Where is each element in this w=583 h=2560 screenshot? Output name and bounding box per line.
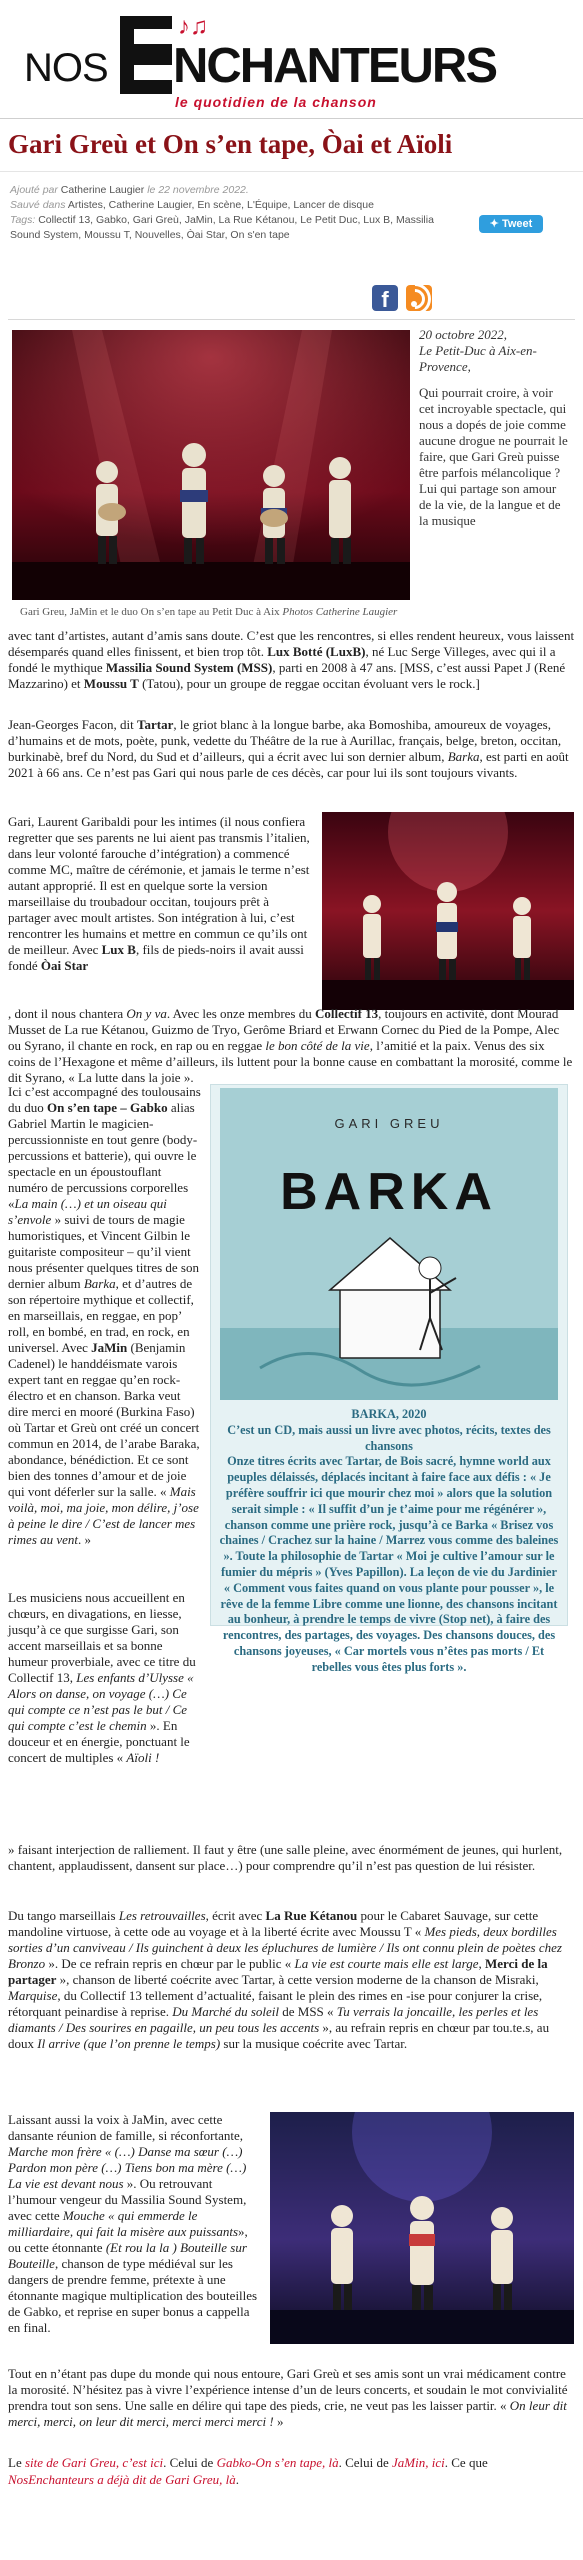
album-subheading: C’est un CD, mais aussi un livre avec photos, récits, textes des chansons <box>227 1422 551 1453</box>
tweet-button[interactable]: ✦ Tweet <box>479 215 543 233</box>
logo-enchanteurs: NCHANTEURS <box>173 39 496 93</box>
category-links[interactable]: Artistes, Catherine Laugier, En scène, L'Équipe, Lancer de disque <box>67 199 374 211</box>
link-site-jamin[interactable]: JaMin, ici <box>392 2455 445 2470</box>
author-link[interactable]: Catherine Laugier <box>60 184 145 196</box>
side-intro <box>419 327 571 529</box>
article-title: Gari Greù et On s’en tape, Òai et Aïoli <box>8 129 453 159</box>
music-notes-icon: ♪♫ <box>178 14 208 40</box>
album-body: Onze titres écrits avec Tartar, de Bois sacré, hymne world aux peuples délaissés, déplacés incitant à faire face aux défis : « Je préfère souffrir ici que mourir chez moi » alors que la solution serait simple : « Il suffit d’un je t’aime pour me régénérer », chanson comme une prière rock, jusqu’à ce Barka « Brisez vos chaines / Crachez sur la haine / Marrez vous comme des baleines ». Toute la philosophie de Tartar « Moi je cultive l’amour sur le fumier du mépris » (Yves Papillon). La leçon de vie du Jardinier « Comment vous faites quand on vous plante pour pousser », le rêve de la femme Libre comme une lionne, des chansons incitant au bonheur, à prendre le temps de vivre (Stop net), à faire des rencontres, des partages, des voyages. Des chansons douces, des chansons joyeuses, « Car mortels vous n’êtes pas morts / Et rebelles vous êtes plus forts ». <box>219 1454 559 1674</box>
meta-tags: Tags: Collectif 13, Gabko, Gari Greù, JaMin, La Rue Kétanou, Le Petit Duc, Lux B, Massilia Sound System, Moussu T, Nouvelles, Òai Star, On s'en tape <box>10 214 434 241</box>
link-site-gabko[interactable]: Gabko-On s’en tape, là <box>216 2455 339 2470</box>
logo-tagline: le quotidien de la chanson <box>175 94 377 110</box>
paragraph-4: Ici c’est accompagné des toulousains du duo On s’en tape – Gabko alias Gabriel Martin le magicien-percussionniste en tout genre (body-percussions et batterie), qui ouvre le spectacle en un époustouflant numéro de percussions corporelles «La main (…) et un oiseau qui s’envole » suivi de tours de magie humoristiques, et Vincent Gilbin le guitariste compositeur – qu’il vient nous présenter quelques titres de son dernier album Barka, et d’autres de son répertoire mythique et collectif, en marseillais, en reggae, en pop’ roll, en bombé, en trad, en rock, en universel. Avec JaMin (Benjamin Cadenel) le handdéismate varois expert tant en reggae qu’en rock-électro et en chanson. Barka veut dire merci en mooré (Burkina Faso) où Tartar et Greù ont créé un concert commun en 2014, de l’arabe Baraka, abondance, bénédiction. Et ce sont bien des tonnes d’amour et de joie qui vont déferler sur la salle. « Mais voilà, moi, ma joie, mon délire, j’ose à peine le dire / C’est de lancer mes rimes au vent. » <box>8 1084 201 1547</box>
event-date: 20 octobre 2022, <box>419 327 507 342</box>
event-place: Le Petit-Duc à Aix-en-Provence, <box>419 343 537 374</box>
paragraph-2: Jean-Georges Facon, dit Tartar, le griot blanc à la longue barbe, aka Bomoshiba, amoureux de voyages, d’humains et de mots, poète, punk, vedette du Théâtre de la rue à Aurillac, français, belge, breton, occitan, burkinabè, bref du Nord, du Sud et d’ailleurs, qui a écrit avec lui son dernier album, Barka, est parti en août 2021 à 66 ans. Ce n’est pas Gari qui nous parle de ces décès, car pour lui ils sont toujours vivants. <box>8 717 569 780</box>
photo-caption: Gari Greu, JaMin et le duo On s’en tape au Petit Duc à Aix Photos Catherine Laugier <box>20 606 398 618</box>
paragraph-5-cont: » faisant interjection de ralliement. Il faut y être (une salle pleine, avec énormément de jeunes, qui hurlent, chantent, applaudissent, dansent sur place…) pour comprendre qu’il n’est pas question de lui résister. <box>8 1842 563 1873</box>
paragraph-6: Du tango marseillais Les retrouvailles, écrit avec La Rue Kétanou pour le Cabaret Sauvage, sur cette mandoline virtuose, à cette ode au voyage et à la liberté écrite avec Moussu T « Mes pieds, deux bordilles sorties d’un canviveau / Ils guinchent à deux les épluchures de lumière / Ils ont connu plein de poètes chez Bronzo ». De ce refrain repris en chœur par le public « La vie est courte mais elle est large, Merci de la partager », chanson de liberté coécrite avec Tartar, à cette version moderne de la chanson de Misraki, Marquise, du Collectif 13 tellement d’actualité, faisant le plein des rimes en -ise pour conjurer la crise, rétorquant peinardise à reprise. Du Marché du soleil de MSS « Tu verrais la joncaille, les perles et les diamants / Des sourires en pagaille, un peu tous les accents », au refrain repris en chœur par tou.te.s, au doux Il arrive (que l’on prenne le temps) sur la musique coécrite avec Tartar. <box>8 1908 562 2051</box>
meta-author-line: Ajouté par Catherine Laugier le 22 novembre 2022. <box>10 184 249 196</box>
paragraph-8: Tout en n’étant pas dupe du monde qui nous entoure, Gari Greù et ses amis sont un vrai médicament contre la morosité. N’hésitez pas à vivre l’expérience intense d’un de leurs concerts, et soudain le mot convivialité prendra tout son sens. Une salle en délire qui tape des pieds, crie, ne veut pas les laisser partir. « On leur dit merci, merci, on leur dit merci, merci merci merci ! » <box>8 2366 568 2429</box>
tag-links[interactable]: Collectif 13, Gabko, Gari Greù, JaMin, La Rue Kétanou, Le Petit Duc, Lux B, Massilia Sound System, Moussu T, Nouvelles, Òai Star, On s'en tape <box>10 214 434 241</box>
divider <box>8 319 575 320</box>
paragraph-5: Les musiciens nous accueillent en chœurs, en divagations, en liesse, jusqu’à ce que surgisse Gari, son accent marseillais et sa bonne humeur proverbiale, avec ce titre du Collectif 13, Les enfants d’Ulysse « Alors on danse, on voyage (…) Ce qui compte ce n’est pas le but / Ce qui compte c’est le chemin ». En douceur et en énergie, ponctuant le concert de multiples « Aïoli ! <box>8 1590 196 1765</box>
link-nosenchanteurs[interactable]: NosEnchanteurs a déjà dit de Gari Greu, là <box>8 2472 236 2487</box>
album-box <box>210 1084 568 1674</box>
post-date: 22 novembre 2022. <box>158 184 249 196</box>
facebook-icon[interactable]: f <box>372 285 398 311</box>
rss-icon[interactable] <box>406 285 432 311</box>
album-description <box>219 1407 559 1676</box>
title-bar <box>0 118 583 172</box>
intro-text: Qui pourrait croire, à voir cet incroyable spectacle, qui nous a dopés de joie comme aucune drogue ne pourrait le faire, que Gari Greù puisse être parfois mélancolique ? Lui qui partage son amour de la vie, de la langue et de la musique <box>419 385 568 528</box>
link-site-gari[interactable]: site de Gari Greu, c’est ici <box>24 2455 164 2470</box>
concert-photo-2 <box>322 812 574 1010</box>
footer-links: Le site de Gari Greu, c’est ici. Celui de Gabko-On s’en tape, là. Celui de JaMin, ici. Ce que NosEnchanteurs a déjà dit de Gari Greu, là. <box>8 2455 488 2487</box>
logo-e-mark <box>120 16 172 94</box>
meta-categories: Sauvé dans Artistes, Catherine Laugier, En scène, L'Équipe, Lancer de disque <box>10 199 374 211</box>
concert-photo-3 <box>270 2112 574 2344</box>
album-heading: BARKA, 2020 <box>351 1407 427 1421</box>
concert-photo-1 <box>12 330 410 600</box>
paragraph-1: avec tant d’artistes, autant d’amis sans doute. C’est que les rencontres, si elles rendent heureux, vous laissent désemparés quand elles finissent, et bien trop tôt. Lux Botté (LuxB), né Luc Serge Villeges, avec qui il a fondé le mythique Massilia Sound System (MSS), parti en 2008 à 47 ans. [MSS, c’est aussi Papet J (René Mazzarino) et Moussu T (Tatou), pour un groupe de reggae occitan évoluant vers le rock.] <box>8 628 575 691</box>
twitter-bird-icon: ✦ <box>489 218 499 230</box>
paragraph-7: Laissant aussi la voix à JaMin, avec cette dansante réunion de famille, si réconfortante, Marche mon frère « (…) Danse ma sœur (…) Pardon mon père (…) Tiens bon ma mère (…) La vie est devant nous ». Ou retrouvant l’humour vengeur du Massilia Sound System, avec cette Mouche « qui emmerde le milliardaire, qui fait la misère aux puissants», ou cette étonnante (Et rou la la ) Bouteille sur Bouteille, chanson de type médiéval sur les dangers de prendre femme, prétexte à une étonnante magique multiplication des bouteilles de Gabko, et reprise en super bonus a cappella en final. <box>8 2112 258 2335</box>
masthead <box>0 0 583 118</box>
paragraph-3-left: Gari, Laurent Garibaldi pour les intimes (il nous confiera regretter que ses parents ne lui aient pas transmis l’italien, dans leur volonté farouche d’intégration) a commencé comme MC, maître de cérémonie, et jamais le terme n’est autant approprié. Il est en quelque sorte la version marseillaise du troubadour occitan, toujours prêt à partager avec moult artistes. Son intégration à lui, c’est rencontrer les humains et mettre en commun ce qu’ils ont de meilleur. Avec Lux B, fils de pieds-noirs il avait aussi fondé Òai Star <box>8 814 310 973</box>
site-logo[interactable] <box>10 6 573 114</box>
article-meta <box>10 183 450 243</box>
logo-nos: NOS <box>24 46 108 90</box>
paragraph-3: , dont il nous chantera On y va. Avec les onze membres du Collectif 13, toujours en activité, dont Mourad Musset de La rue Kétanou, Guizmo de Tryo, Gerôme Briard et Erwann Cornec du Pied de la Pompe, Alec ou Syrano, il chante en rock, en rap ou en reggae le bon côté de la vie, l’amitié et la paix. Venus des six coins de l’Hexagone et même d’ailleurs, ils luttent pour la bonne cause en combattant la morosité, comme le dit Syrano, « La lutte dans la joie ». <box>8 1006 573 1085</box>
album-cover: GARI GREU BARKA <box>220 1088 558 1400</box>
